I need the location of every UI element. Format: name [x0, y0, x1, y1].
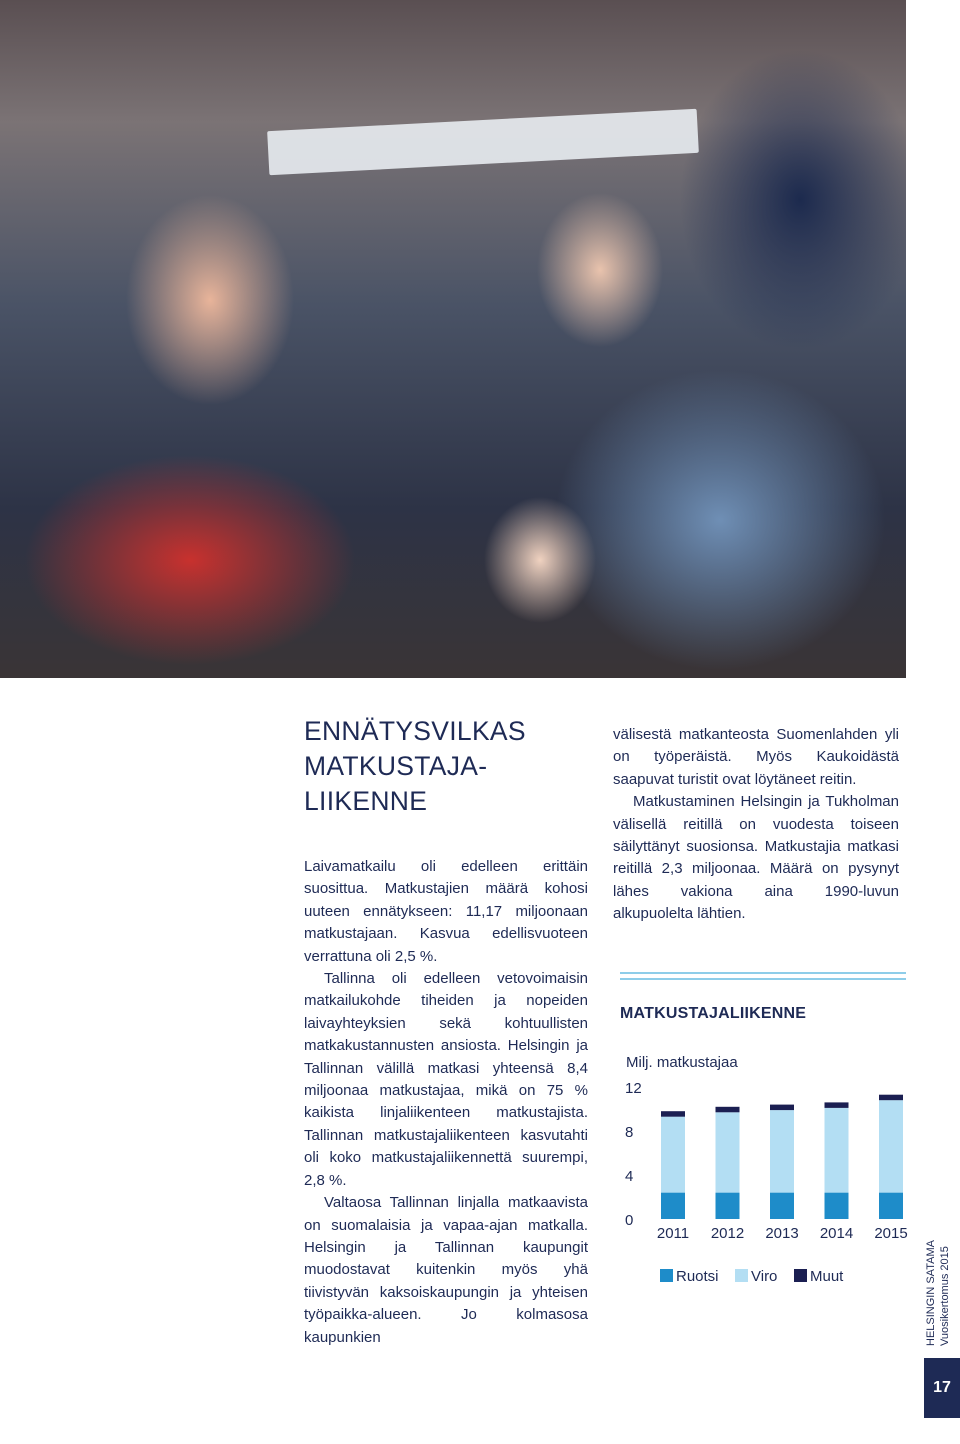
paragraph: Tallinna oli edelleen vetovoimaisin matkailukohde tiheiden ja nopeiden laivayhteyksien sekä kohtuullisten matkakustannusten ansiosta. Helsingin ja Tallinnan välillä matkasi yhteensä 8,4 miljoonaa matkustajaa, mikä on 75 % kaikista linjaliikenteen matkustajista. Tallinnan matkustajaliikenteen kasvutahti oli koko matkustajaliikennettä suurempi, 2,8 %.	[304, 970, 588, 1189]
paragraph: Matkustaminen Helsingin ja Tukholman välisellä reitillä on vuodesta toiseen säilyttänyt suosionsa. Matkustajia matkasi reitillä 2,3 miljoonaa. Määrä on pysynyt lähes vakiona aina 1990-luvun alkupuolelta lähtien.	[613, 793, 899, 923]
bar-segment-ruotsi	[716, 1193, 740, 1219]
heading-line: MATKUSTAJA-	[304, 751, 488, 781]
legend-swatch	[735, 1269, 748, 1282]
photo-sign	[267, 109, 699, 175]
y-tick-label: 8	[625, 1124, 634, 1141]
bar-segment-ruotsi	[825, 1193, 849, 1219]
paragraph: välisestä matkanteosta Suomenlahden yli on työperäistä. Myös Kaukoidästä saapuvat turistit ovat löytäneet reitin.	[613, 726, 899, 788]
legend-label: Muut	[810, 1268, 844, 1285]
x-tick-label: 2015	[874, 1225, 908, 1242]
heading-line: LIIKENNE	[304, 786, 428, 816]
bar-segment-viro	[716, 1112, 740, 1192]
paragraph: Valtaosa Tallinnan linjalla matkaavista on suomalaisia ja vapaa-ajan matkalla. Helsingin ja Tallinnan kaupungit muodostavat kuitenkin myös yhä tiivistyvän kaksoiskaupungin ja yhteisen työpaikka-alueen. Jo kolmasosa kaupunkien	[304, 1194, 588, 1346]
bar-segment-muut	[879, 1095, 903, 1101]
hero-photo	[0, 0, 906, 678]
legend-swatch	[660, 1269, 673, 1282]
report-name: Vuosikertomus 2015	[939, 1246, 951, 1346]
bar-segment-ruotsi	[770, 1193, 794, 1219]
bar-segment-ruotsi	[879, 1193, 903, 1219]
x-tick-label: 2011	[656, 1225, 690, 1242]
report-side-label	[924, 1186, 960, 1346]
heading-line: ENNÄTYSVILKAS	[304, 716, 526, 746]
legend-label: Ruotsi	[676, 1268, 719, 1285]
page-number: 17	[924, 1358, 960, 1418]
paragraph: Laivamatkailu oli edelleen erittäin suosittua. Matkustajien määrä kohosi uuteen ennätykseen: 11,17 miljoonaan matkustajaan. Kasvua edellisvuoteen verrattuna oli 2,5 %.	[304, 858, 588, 965]
left-text-column	[304, 856, 588, 1349]
bar-segment-muut	[716, 1107, 740, 1113]
bar-segment-ruotsi	[661, 1193, 685, 1219]
chart-rule-top	[620, 972, 906, 974]
chart-title: MATKUSTAJALIIKENNE	[620, 1005, 807, 1022]
y-tick-label: 0	[625, 1212, 634, 1229]
legend-swatch	[794, 1269, 807, 1282]
y-axis-label: Milj. matkustajaa	[626, 1054, 738, 1071]
x-tick-label: 2012	[710, 1225, 745, 1242]
x-tick-label: 2014	[819, 1225, 854, 1242]
bar-segment-viro	[661, 1117, 685, 1193]
bar-segment-muut	[661, 1111, 685, 1117]
chart-rule-bottom	[620, 978, 906, 980]
right-text-column	[613, 724, 899, 926]
x-tick-label: 2013	[765, 1225, 799, 1242]
bar-segment-viro	[770, 1110, 794, 1193]
y-tick-label: 12	[625, 1080, 642, 1097]
y-tick-label: 4	[625, 1168, 634, 1185]
org-name: HELSINGIN SATAMA	[925, 1240, 937, 1346]
legend-label: Viro	[751, 1268, 778, 1285]
bar-segment-muut	[770, 1105, 794, 1111]
bar-segment-viro	[825, 1108, 849, 1193]
passenger-chart	[600, 1045, 920, 1295]
bar-segment-muut	[825, 1102, 849, 1108]
article-heading	[304, 714, 604, 819]
bar-segment-viro	[879, 1100, 903, 1192]
